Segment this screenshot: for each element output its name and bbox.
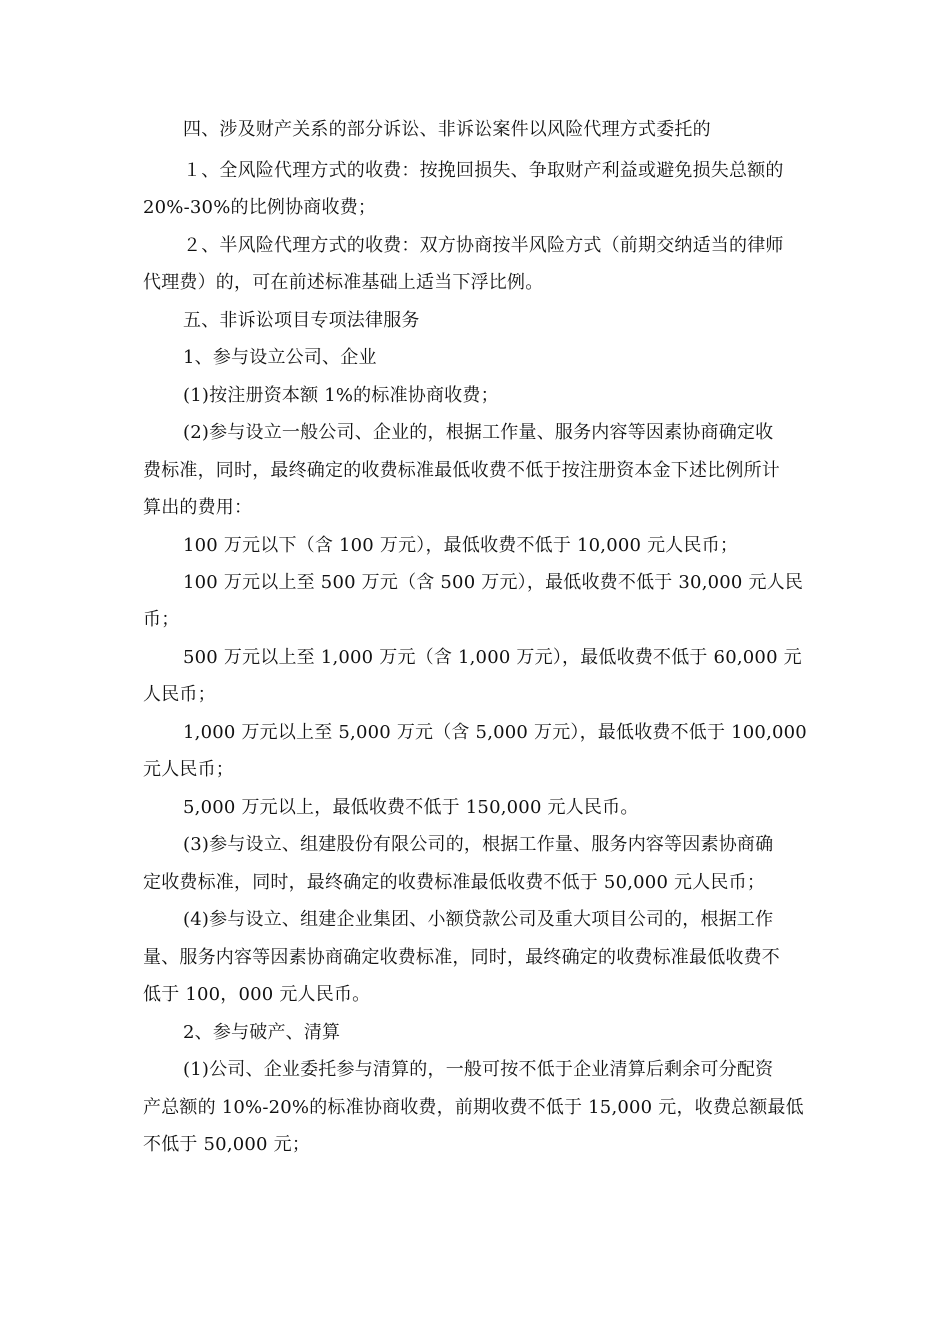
paragraph-line: １、全风险代理方式的收费：按挽回损失、争取财产利益或避免损失总额的 xyxy=(183,160,784,181)
section-heading-5: 五、非诉讼项目专项法律服务 xyxy=(183,310,420,331)
paragraph-line: 代理费）的，可在前述标准基础上适当下浮比例。 xyxy=(143,272,544,293)
paragraph-line: 算出的费用： xyxy=(143,497,253,518)
paragraph-line: 不低于 50,000 元； xyxy=(143,1134,311,1155)
subheading: 1、参与设立公司、企业 xyxy=(183,347,377,368)
paragraph-line: 费标准，同时，最终确定的收费标准最低收费不低于按注册资本金下述比例所计 xyxy=(143,460,780,481)
paragraph-line: 20%-30%的比例协商收费； xyxy=(143,197,377,218)
paragraph-line: 500 万元以上至 1,000 万元（含 1,000 万元），最低收费不低于 60,000 元 xyxy=(183,647,802,668)
paragraph-line: 低于 100，000 元人民币。 xyxy=(143,984,371,1005)
subheading: 2、参与破产、清算 xyxy=(183,1022,341,1043)
section-heading-4: 四、涉及财产关系的部分诉讼、非诉讼案件以风险代理方式委托的 xyxy=(183,119,711,140)
paragraph-line: (4)参与设立、组建企业集团、小额贷款公司及重大项目公司的，根据工作 xyxy=(183,909,774,930)
paragraph-line: (3)参与设立、组建股份有限公司的，根据工作量、服务内容等因素协商确 xyxy=(183,834,774,855)
paragraph-line: 元人民币； xyxy=(143,759,234,780)
paragraph-line: 币； xyxy=(143,609,180,630)
paragraph-line: 1,000 万元以上至 5,000 万元（含 5,000 万元），最低收费不低于 100,000 xyxy=(183,722,807,743)
paragraph-line: 5,000 万元以上，最低收费不低于 150,000 元人民币。 xyxy=(183,797,639,818)
paragraph-line: 定收费标准，同时，最终确定的收费标准最低收费不低于 50,000 元人民币； xyxy=(143,872,766,893)
paragraph-line: 100 万元以下（含 100 万元），最低收费不低于 10,000 元人民币； xyxy=(183,535,739,556)
paragraph-line: 产总额的 10%-20%的标准协商收费，前期收费不低于 15,000 元，收费总额最低 xyxy=(143,1097,804,1118)
paragraph-line: (1)公司、企业委托参与清算的，一般可按不低于企业清算后剩余可分配资 xyxy=(183,1059,774,1080)
paragraph-line: 100 万元以上至 500 万元（含 500 万元），最低收费不低于 30,000 元人民 xyxy=(183,572,804,593)
paragraph-line: ２、半风险代理方式的收费：双方协商按半风险方式（前期交纳适当的律师 xyxy=(183,235,784,256)
paragraph-line: (1)按注册资本额 1%的标准协商收费； xyxy=(183,385,499,406)
paragraph-line: 量、服务内容等因素协商确定收费标准，同时，最终确定的收费标准最低收费不 xyxy=(143,947,780,968)
paragraph-line: 人民币； xyxy=(143,684,216,705)
paragraph-line: (2)参与设立一般公司、企业的，根据工作量、服务内容等因素协商确定收 xyxy=(183,422,774,443)
